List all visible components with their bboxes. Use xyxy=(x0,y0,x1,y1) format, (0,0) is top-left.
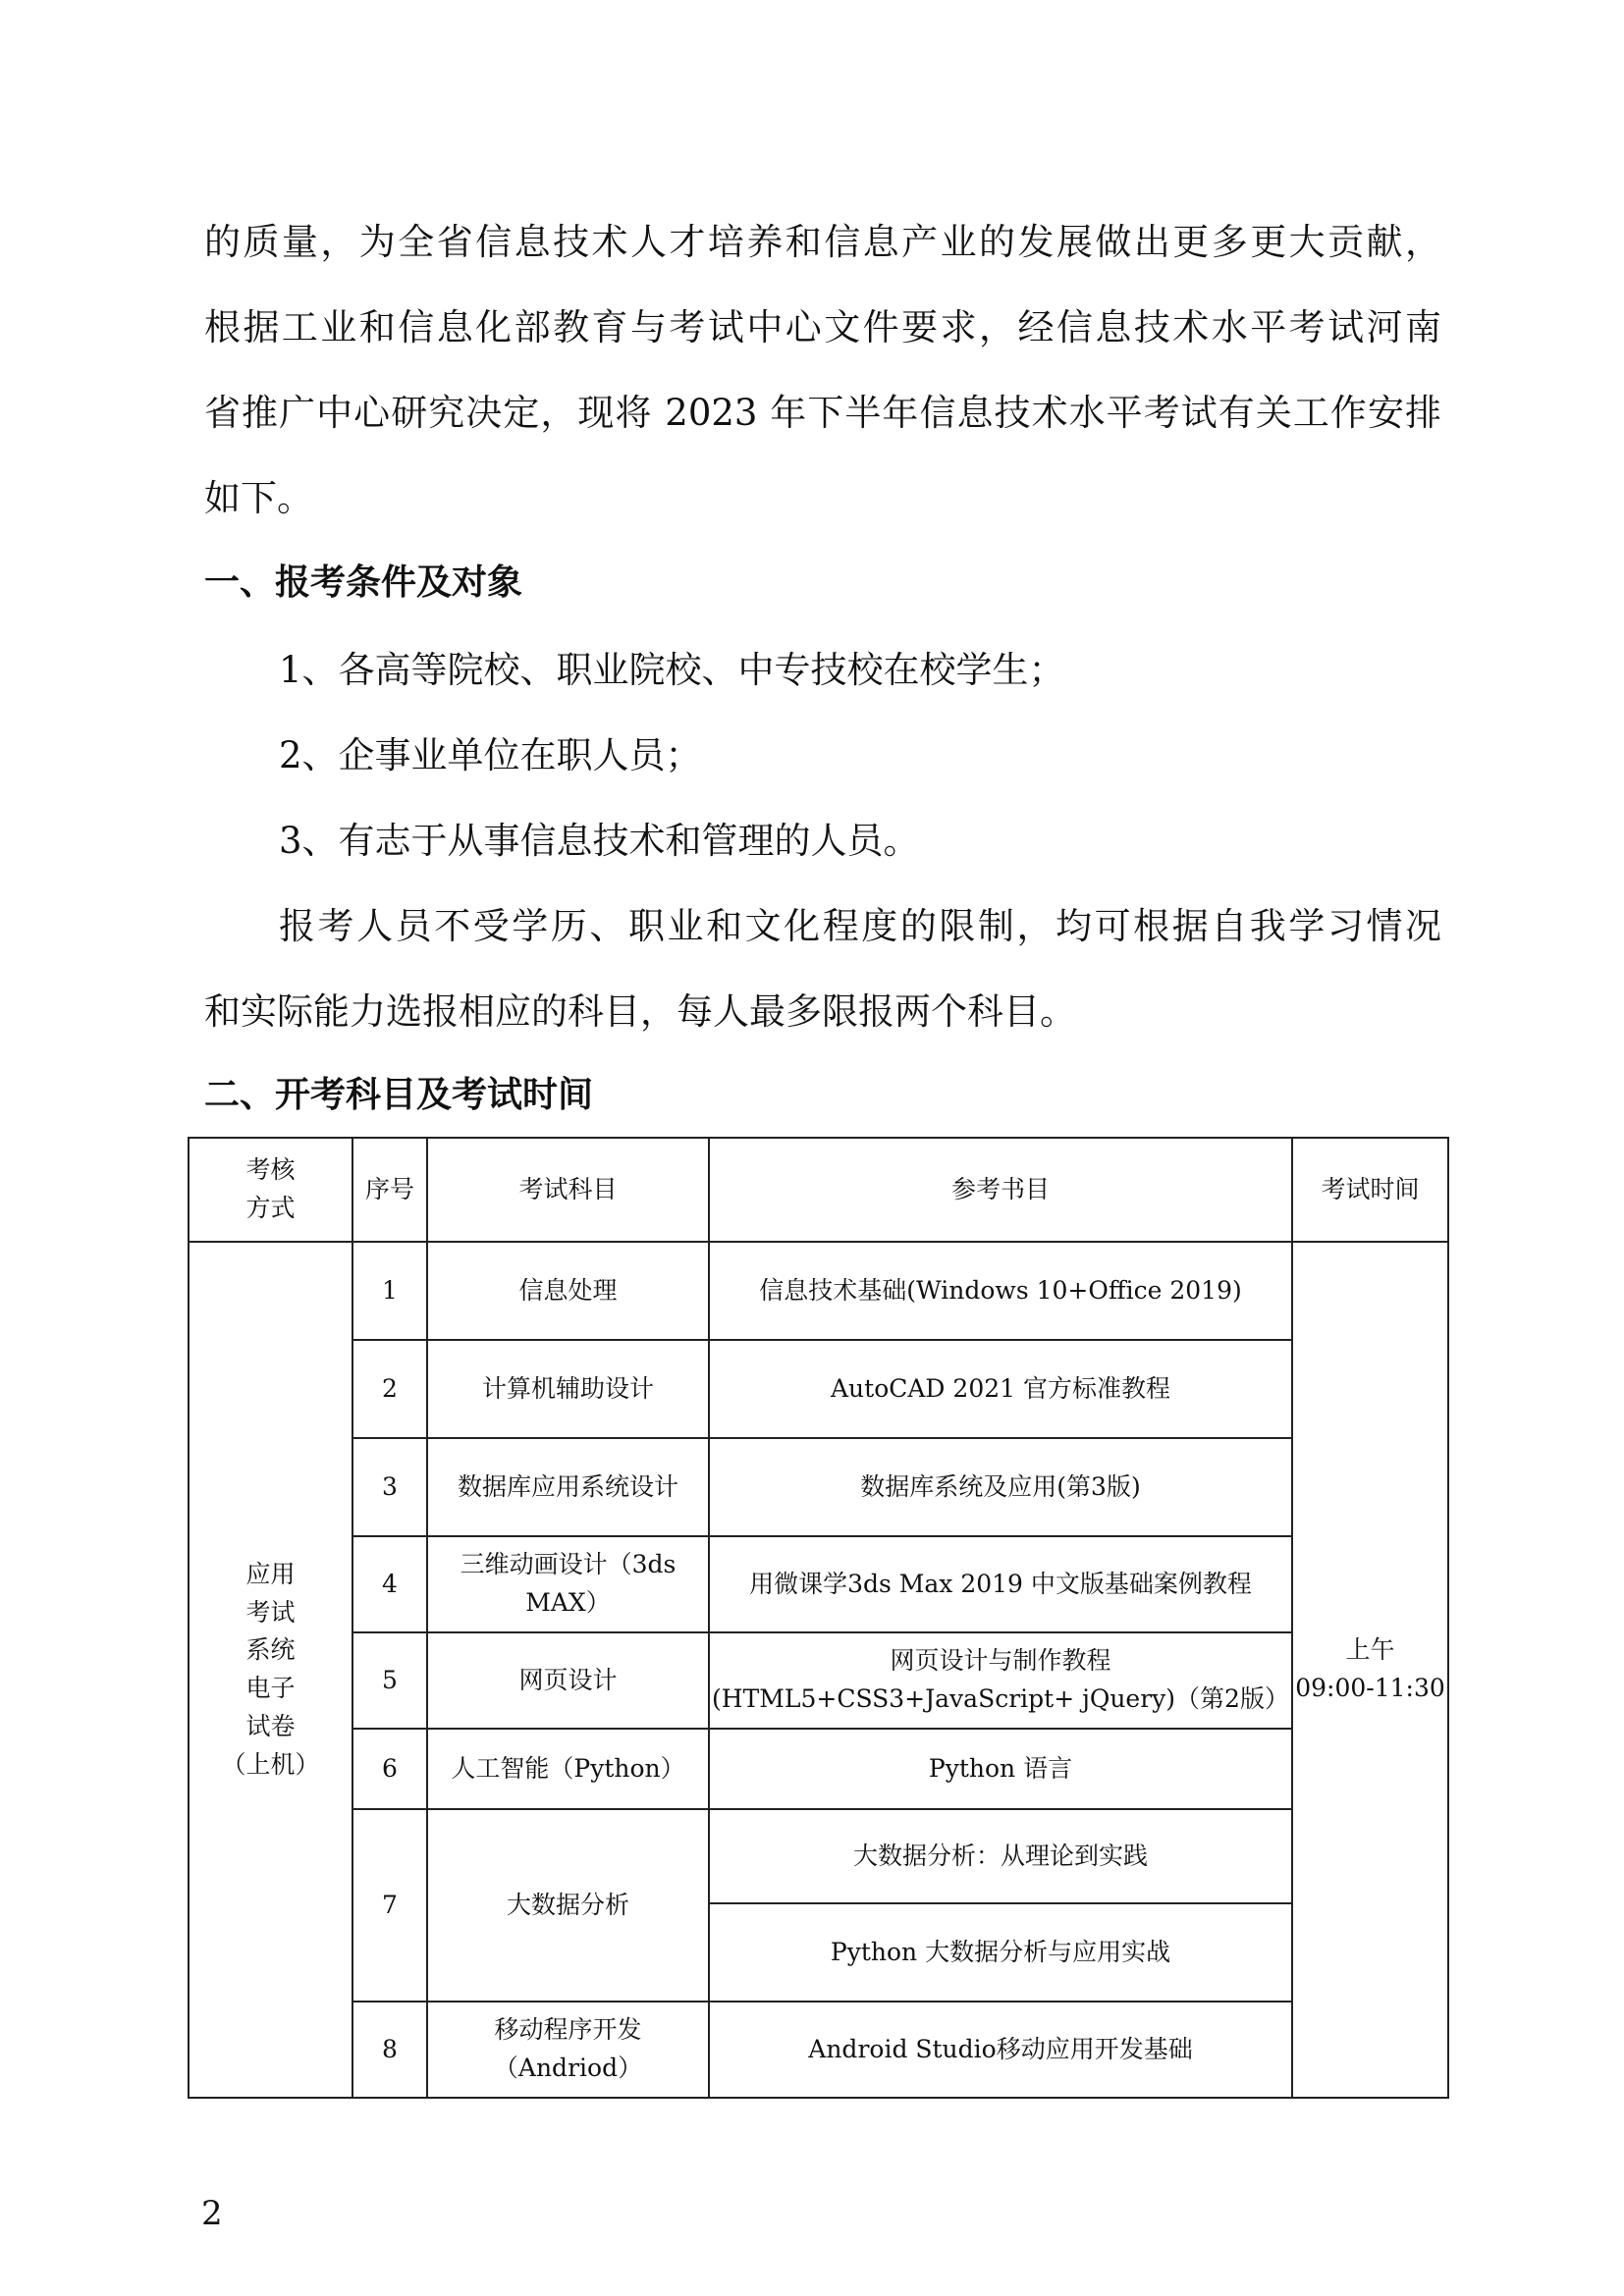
row-2-seq: 2 xyxy=(352,1340,427,1438)
row-3-book: 数据库系统及应用(第3版) xyxy=(709,1438,1292,1536)
row-6-book: Python 语言 xyxy=(709,1729,1292,1809)
method-line-3: 系统 xyxy=(245,1635,296,1665)
header-method xyxy=(189,1138,352,1242)
row-6-subject: 人工智能（Python） xyxy=(427,1729,709,1809)
table-row xyxy=(189,1729,1448,1809)
row-2-subject: 计算机辅助设计 xyxy=(427,1340,709,1438)
table-row xyxy=(189,1536,1448,1632)
intro-line-1: 的质量，为全省信息技术人才培养和信息产业的发展做出更多更大贡献， xyxy=(204,221,1441,263)
method-line-1: 应用 xyxy=(245,1559,296,1588)
method-line-5: 试卷 xyxy=(245,1711,296,1740)
row-5-seq: 5 xyxy=(352,1632,427,1729)
exam-schedule-table xyxy=(188,1137,1449,2099)
section1-note-line-1: 报考人员不受学历、职业和文化程度的限制，均可根据自我学习情况 xyxy=(279,905,1441,947)
exam-time-cell xyxy=(1292,1242,1448,2098)
section1-heading: 一、报考条件及对象 xyxy=(204,562,523,603)
method-line-6: （上机） xyxy=(221,1749,320,1779)
row-8-book: Android Studio移动应用开发基础 xyxy=(709,2002,1292,2098)
row-3-subject: 数据库应用系统设计 xyxy=(427,1438,709,1536)
row-4-seq: 4 xyxy=(352,1536,427,1632)
table-row xyxy=(189,1809,1448,1903)
section1-note-line-2: 和实际能力选报相应的科目，每人最多限报两个科目。 xyxy=(204,990,1076,1033)
method-line-2: 考试 xyxy=(245,1597,296,1627)
row-5-book-line-2: (HTML5+CSS3+JavaScript+ jQuery)（第2版） xyxy=(712,1684,1289,1713)
exam-method-cell xyxy=(189,1242,352,2098)
table-row xyxy=(189,2002,1448,2098)
page-number: 2 xyxy=(201,2194,223,2233)
header-method-line-2: 方式 xyxy=(245,1194,296,1222)
section2-heading: 二、开考科目及考试时间 xyxy=(204,1075,594,1115)
section1-item-3: 3、有志于从事信息技术和管理的人员。 xyxy=(279,820,920,862)
intro-line-4: 如下。 xyxy=(204,477,313,519)
row-5-book-line-1: 网页设计与制作教程 xyxy=(890,1646,1111,1676)
table-row xyxy=(189,1340,1448,1438)
row-7-book-1: 大数据分析：从理论到实践 xyxy=(709,1809,1292,1903)
row-7-seq: 7 xyxy=(352,1809,427,2002)
time-line-2: 09:00-11:30 xyxy=(1295,1674,1445,1702)
row-7-book-2: Python 大数据分析与应用实战 xyxy=(709,1903,1292,2002)
table-row xyxy=(189,1438,1448,1536)
section1-item-2: 2、企事业单位在职人员； xyxy=(279,734,702,776)
table-row xyxy=(189,1242,1448,1340)
header-method-line-1: 考核 xyxy=(245,1155,296,1185)
row-4-book: 用微课学3ds Max 2019 中文版基础案例教程 xyxy=(709,1536,1292,1632)
row-4-subject: 三维动画设计（3ds MAX） xyxy=(427,1536,709,1632)
method-line-4: 电子 xyxy=(245,1674,296,1702)
table-row xyxy=(189,1632,1448,1729)
row-7-subject: 大数据分析 xyxy=(427,1809,709,2002)
header-seq: 序号 xyxy=(352,1138,427,1242)
row-6-seq: 6 xyxy=(352,1729,427,1809)
intro-line-3: 省推广中心研究决定，现将 2023 年下半年信息技术水平考试有关工作安排 xyxy=(204,392,1441,434)
row-2-book: AutoCAD 2021 官方标准教程 xyxy=(709,1340,1292,1438)
header-time: 考试时间 xyxy=(1292,1138,1448,1242)
time-line-1: 上午 xyxy=(1345,1635,1395,1665)
section1-item-1: 1、各高等院校、职业院校、中专技校在校学生； xyxy=(279,649,1065,691)
intro-line-2: 根据工业和信息化部教育与考试中心文件要求，经信息技术水平考试河南 xyxy=(204,306,1441,348)
table-header-row xyxy=(189,1138,1448,1242)
row-3-seq: 3 xyxy=(352,1438,427,1536)
header-subject: 考试科目 xyxy=(427,1138,709,1242)
header-books: 参考书目 xyxy=(709,1138,1292,1242)
row-5-book xyxy=(709,1632,1292,1729)
row-1-subject: 信息处理 xyxy=(427,1242,709,1340)
row-8-subject: 移动程序开发（Andriod） xyxy=(427,2002,709,2098)
row-1-book: 信息技术基础(Windows 10+Office 2019) xyxy=(709,1242,1292,1340)
row-1-seq: 1 xyxy=(352,1242,427,1340)
row-8-seq: 8 xyxy=(352,2002,427,2098)
row-5-subject: 网页设计 xyxy=(427,1632,709,1729)
